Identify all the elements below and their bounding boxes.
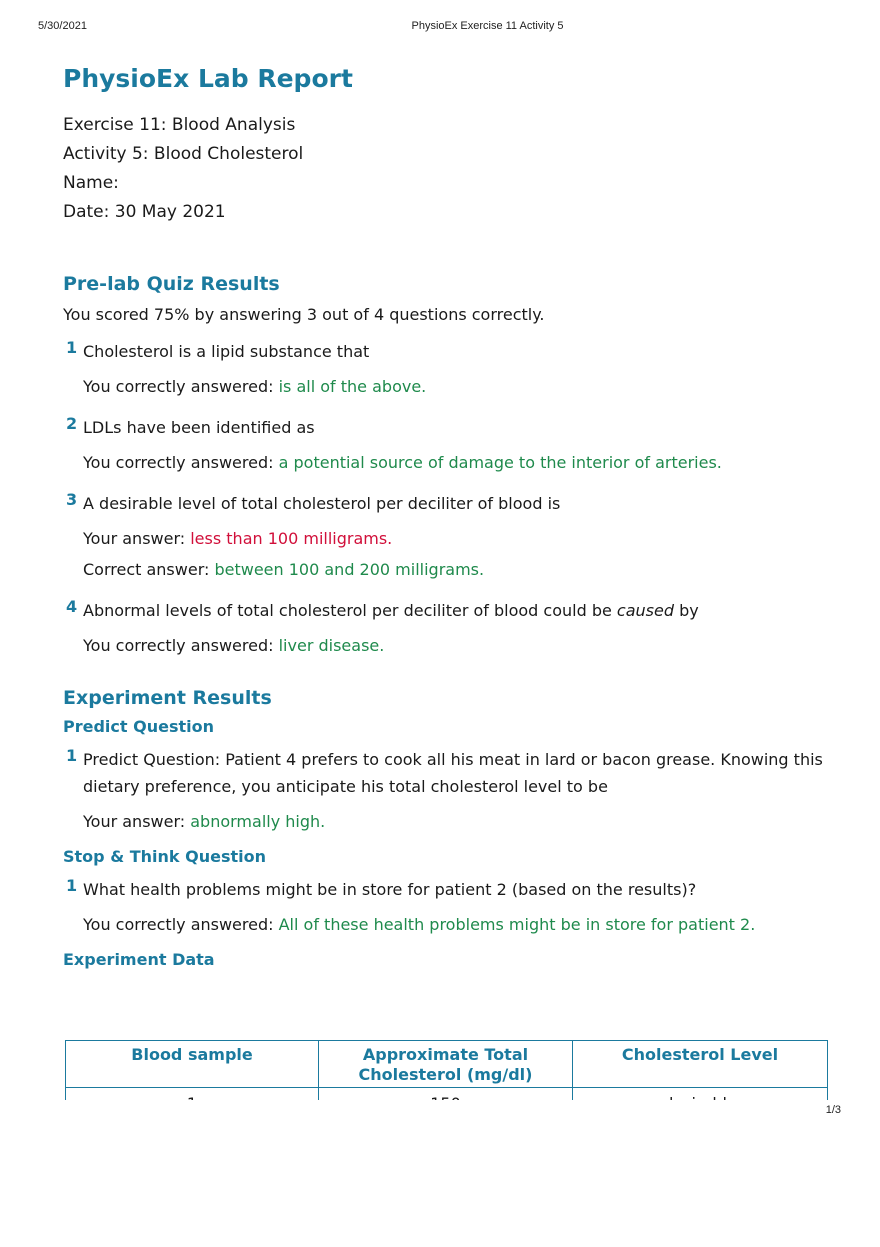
answer-prefix: Correct answer: — [83, 560, 215, 579]
your-answer-line — [83, 529, 833, 548]
experiment-heading: Experiment Results — [63, 687, 272, 709]
column-header-cholesterol-level: Cholesterol Level — [573, 1041, 828, 1088]
answer-prefix: You correctly answered: — [83, 636, 279, 655]
exercise-line: Exercise 11: Blood Analysis — [63, 115, 296, 135]
prelab-question — [63, 338, 833, 396]
answer-prefix: Your answer: — [83, 529, 191, 548]
question-number: 2 — [66, 414, 78, 433]
prelab-heading: Pre-lab Quiz Results — [63, 273, 280, 295]
question-text — [83, 597, 833, 624]
answer-line — [83, 636, 833, 655]
prelab-question — [63, 490, 833, 579]
column-header-total-cholesterol: Approximate Total Cholesterol (mg/dl) — [319, 1041, 573, 1088]
predicted-answer: abnormally high. — [190, 812, 326, 831]
table-header-row — [66, 1041, 828, 1088]
answer-line — [83, 377, 833, 396]
question-text-part: by — [674, 601, 699, 620]
question-text: LDLs have been identified as — [83, 418, 315, 437]
report-meta — [63, 115, 833, 223]
correct-answer-line — [83, 560, 833, 579]
correct-answer: liver disease. — [278, 636, 385, 655]
experiment-data-heading: Experiment Data — [63, 950, 215, 969]
answer-prefix: You correctly answered: — [83, 453, 279, 472]
question-text-part: Abnormal levels of total cholesterol per deciliter of blood could be — [83, 601, 617, 620]
answer-line — [83, 812, 833, 831]
question-text: What health problems might be in store for patient 2 (based on the results)? — [83, 880, 697, 899]
activity-line: Activity 5: Blood Cholesterol — [63, 144, 304, 164]
incorrect-answer: less than 100 milligrams. — [190, 529, 393, 548]
prelab-question — [63, 597, 833, 655]
answer-line — [83, 915, 833, 934]
question-text-italic: caused — [616, 601, 674, 620]
question-number: 3 — [66, 490, 78, 509]
answer-line — [83, 453, 833, 472]
prelab-score: You scored 75% by answering 3 out of 4 questions correctly. — [63, 305, 545, 324]
question-number: 1 — [66, 746, 78, 765]
question-number: 1 — [66, 876, 78, 895]
date-line: Date: 30 May 2021 — [63, 202, 226, 222]
print-date: 5/30/2021 — [38, 20, 87, 32]
stop-think-question — [63, 876, 833, 934]
correct-answer: All of these health problems might be in store for patient 2. — [278, 915, 756, 934]
prelab-question — [63, 414, 833, 472]
correct-answer: a potential source of damage to the interior of arteries. — [278, 453, 722, 472]
question-text: Predict Question: Patient 4 prefers to cook all his meat in lard or bacon grease. Knowing this dietary preference, you anticipate his total cholesterol level to be — [83, 750, 823, 796]
report-title: PhysioEx Lab Report — [63, 64, 353, 93]
column-header-blood-sample: Blood sample — [66, 1041, 319, 1088]
correct-answer: is all of the above. — [278, 377, 427, 396]
table-page-clip — [0, 1040, 880, 1247]
page-break-mask — [0, 1100, 880, 1247]
answer-prefix: Your answer: — [83, 812, 191, 831]
predict-heading: Predict Question — [63, 717, 214, 736]
correct-answer: between 100 and 200 milligrams. — [214, 560, 485, 579]
report-body — [63, 60, 833, 969]
page-number: 1/3 — [825, 1104, 841, 1116]
question-number: 4 — [66, 597, 78, 616]
question-text: Cholesterol is a lipid substance that — [83, 342, 370, 361]
predict-question — [63, 746, 833, 831]
print-doc-title: PhysioEx Exercise 11 Activity 5 — [411, 20, 564, 32]
stop-think-heading: Stop & Think Question — [63, 847, 266, 866]
answer-prefix: You correctly answered: — [83, 377, 279, 396]
name-line: Name: — [63, 173, 119, 193]
question-number: 1 — [66, 338, 78, 357]
question-text: A desirable level of total cholesterol per deciliter of blood is — [83, 494, 561, 513]
answer-prefix: You correctly answered: — [83, 915, 279, 934]
